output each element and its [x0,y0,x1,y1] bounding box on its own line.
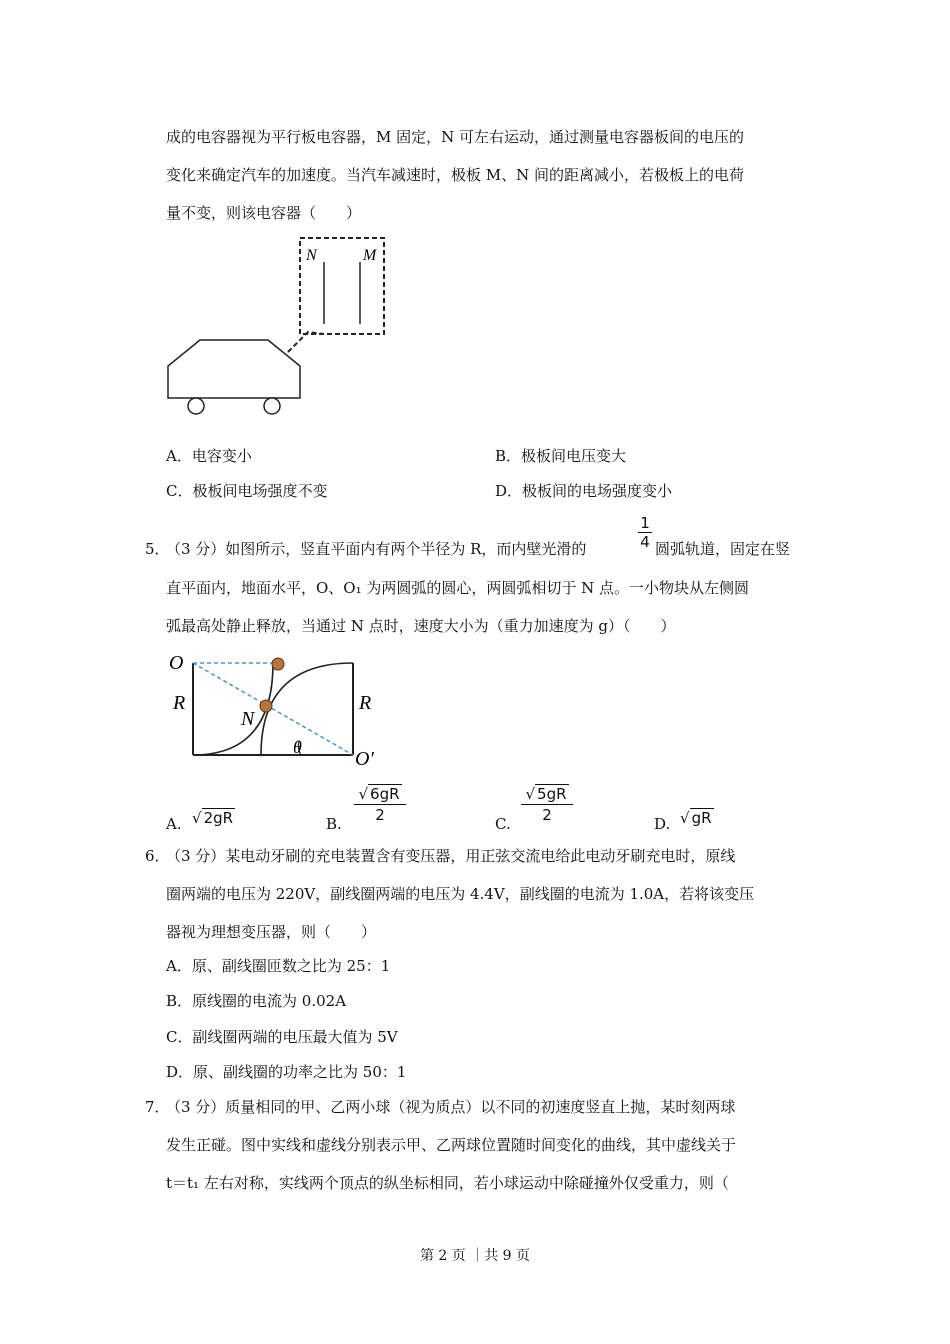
car-body [168,340,300,398]
q5-option-c-numerator [521,784,573,805]
plate-n-label: N [306,247,317,264]
q5-option-c-radicand: 5gR [537,785,567,803]
sqrt-symbol: √ gR [680,809,712,827]
q4-text-line-3: 量不变，则该电容器（ ） [166,204,362,222]
q4-text-line-1: 成的电容器视为平行板电容器，M 固定，N 可左右运动，通过测量电容器板间的电压的 [166,128,745,146]
label-o: O [169,652,184,674]
quarter-fraction-den: 4 [640,533,650,551]
q6-text-line-2: 圈两端的电压为 220V，副线圈两端的电压为 4.4V，副线圈的电流为 1.0A，若将该变压 [166,885,755,903]
q4-text-line-2: 变化来确定汽车的加速度。当汽车减速时，极板 M、N 间的距离减小，若极板上的电荷 [166,166,745,184]
q5-text-line-1 [166,539,586,559]
plate-m-label: M [363,247,377,264]
q4-option-b: B．极板间电压变大 [495,447,627,465]
label-o-prime: O′ [355,748,374,770]
right-arc [261,663,353,755]
quarter-fraction [638,514,652,551]
label-r-right: R [359,692,372,714]
q6-option-d: D．原、副线圈的功率之比为 50：1 [166,1063,407,1081]
q6-option-a: A．原、副线圈匝数之比为 25：1 [166,957,391,975]
q6-text-line-3: 器视为理想变压器，则（ ） [166,923,377,941]
q4-option-a: A．电容变小 [166,447,252,465]
page-footer: 第 2 页 ｜共 9 页 [419,1248,531,1264]
q5-option-c-letter: C. [495,815,511,833]
q6-text-line-1: （3 分）某电动牙刷的充电装置含有变压器，用正弦交流电给此电动牙刷充电时，原线 [166,847,736,865]
sqrt-symbol: √ 5gR [525,785,567,803]
q5-text-line-1b: 圆弧轨道，固定在竖 [655,540,791,558]
q4-car-capacitor-figure [160,232,395,422]
car-wheel-front [188,398,204,414]
q5-option-b-letter: B. [326,815,342,833]
q5-option-d-radicand: gR [691,809,712,827]
q6-option-b: B．原线圈的电流为 0.02A [166,992,347,1010]
sqrt-symbol: √ 6gR [358,785,400,803]
q4-option-d: D．极板间的电场强度变小 [495,482,673,500]
q5-option-b-radicand: 6gR [370,785,400,803]
label-n: N [241,708,255,730]
q5-option-a-radicand: 2gR [203,809,234,827]
q5-option-d-expr [680,808,714,828]
label-r-left: R [173,692,186,714]
q7-text-line-1: （3 分）质量相同的甲、乙两小球（视为质点）以不同的初速度竖直上抛，某时刻两球 [166,1098,736,1116]
q6-number: 6． [145,847,170,865]
q5-text-line-1a: （3 分）如图所示，竖直平面内有两个半径为 R，而内壁光滑的 [166,540,587,558]
q5-option-a-expr [192,808,235,828]
quarter-fraction-num: 1 [638,514,652,533]
q7-text-line-2: 发生正碰。图中实线和虚线分别表示甲、乙两球位置随时间变化的曲线，其中虚线关于 [166,1136,737,1154]
label-theta: θ [293,737,302,757]
sqrt-symbol: √ 2gR [192,809,234,827]
q5-text-line-2: 直平面内，地面水平，O、O₁ 为两圆弧的圆心，两圆弧相切于 N 点。一小物块从左侧圆 [166,579,750,597]
q6-option-c: C．副线圈两端的电压最大值为 5V [166,1028,398,1046]
q5-text-line-3: 弧最高处静止释放，当通过 N 点时，速度大小为（重力加速度为 g）（ ） [166,617,676,635]
q7-text-line-3: t＝t₁ 左右对称，实线两个顶点的纵坐标相同，若小球运动中除碰撞外仅受重力，则（ [166,1174,729,1192]
q7-number: 7． [145,1098,170,1116]
car-wheel-rear [264,398,280,414]
q4-option-c: C．极板间电场强度不变 [166,482,328,500]
q5-option-b-denominator: 2 [375,806,385,824]
q5-option-a-letter: A. [166,815,182,833]
q5-option-b-numerator [354,784,406,805]
q5-option-c-expr [521,784,573,825]
callout-line [288,332,324,352]
q5-arc-track-figure [165,645,390,770]
block-n-ball [260,700,272,712]
block-top-ball [272,658,284,670]
q5-option-b-expr [354,784,406,825]
q5-option-c-denominator: 2 [542,806,552,824]
q5-number: 5． [145,540,170,558]
q5-option-d-letter: D. [654,815,671,833]
